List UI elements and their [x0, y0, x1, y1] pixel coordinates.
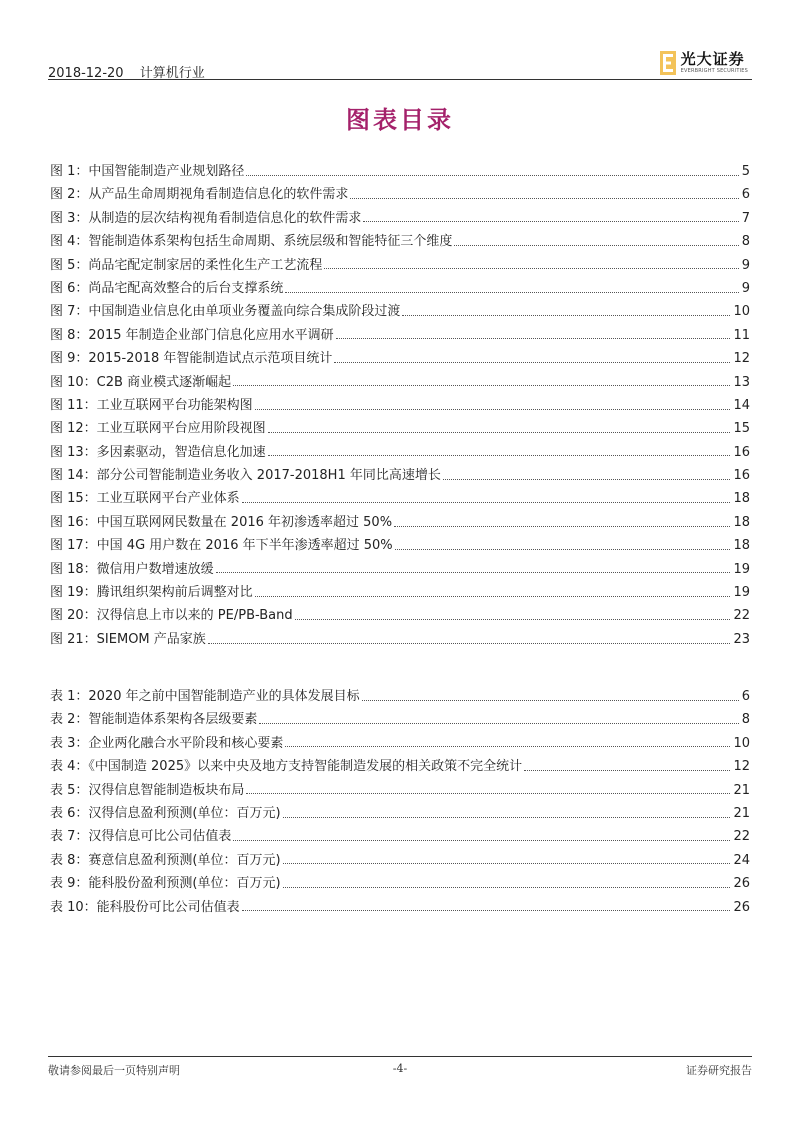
figure-toc-entry-label[interactable]: 图 4：智能制造体系架构包括生命周期、系统层级和智能特征三个维度 [50, 234, 453, 250]
table-toc-entry-page[interactable]: 6 [741, 689, 750, 704]
dot-leader [350, 197, 738, 199]
figure-toc-entry-label[interactable]: 图 14：部分公司智能制造业务收入 2017-2018H1 年同比高速增长 [50, 468, 441, 484]
logo-mark-icon [660, 51, 676, 75]
company-logo [660, 50, 748, 76]
figure-toc-entry-page[interactable]: 5 [741, 164, 750, 179]
figure-toc-entry-page[interactable]: 9 [741, 280, 750, 296]
figure-toc-entry-label[interactable]: 图 3：从制造的层次结构视角看制造信息化的软件需求 [50, 210, 362, 226]
figure-toc-entry-page[interactable]: 12 [733, 351, 750, 367]
dot-leader [334, 361, 730, 363]
page-number: -4- [392, 1062, 408, 1075]
figure-toc-entry-label[interactable]: 图 7：中国制造业信息化由单项业务覆盖向综合集成阶段过渡 [50, 304, 401, 320]
figure-toc-entry-page[interactable]: 16 [733, 468, 750, 484]
table-toc-list [50, 685, 750, 919]
report-date: 2018-12-20 [48, 66, 124, 81]
figure-toc-entry[interactable] [50, 371, 750, 394]
figure-toc-entry-page[interactable]: 11 [733, 327, 750, 343]
figure-toc-entry-page[interactable]: 9 [741, 257, 750, 273]
table-toc-entry-page[interactable]: 26 [733, 899, 750, 915]
dot-leader [283, 886, 731, 888]
header-divider [48, 79, 752, 80]
figure-toc-entry[interactable] [50, 604, 750, 627]
figure-toc-entry-label[interactable]: 图 2：从产品生命周期视角看制造信息化的软件需求 [50, 187, 349, 203]
footer-divider [48, 1056, 752, 1057]
table-toc-entry[interactable] [50, 779, 750, 802]
figure-toc-entry[interactable] [50, 394, 750, 417]
table-toc-entry-label[interactable]: 表 3：企业两化融合水平阶段和核心要素 [50, 735, 284, 751]
dot-leader [283, 862, 731, 864]
dot-leader [268, 454, 731, 456]
figure-toc-entry-label[interactable]: 图 11：工业互联网平台功能架构图 [50, 397, 253, 413]
table-toc-entry[interactable] [50, 896, 750, 919]
dot-leader [268, 431, 731, 433]
figure-toc-entry-label[interactable]: 图 19：腾讯组织架构前后调整对比 [50, 585, 253, 601]
figure-toc-entry-page[interactable]: 22 [733, 608, 750, 624]
figure-toc-entry-page[interactable]: 18 [733, 514, 750, 530]
table-toc-entry[interactable] [50, 872, 750, 895]
figure-toc-entry-label[interactable]: 图 6：尚品宅配高效整合的后台支撑系统 [50, 280, 284, 296]
dot-leader [285, 745, 730, 747]
table-toc-entry[interactable] [50, 802, 750, 825]
table-toc-entry[interactable] [50, 825, 750, 848]
dot-leader [216, 571, 731, 573]
dot-leader [362, 699, 739, 701]
figure-toc-entry[interactable] [50, 230, 750, 253]
table-toc-entry[interactable] [50, 755, 750, 778]
dot-leader [336, 337, 731, 339]
figure-toc-entry-label[interactable]: 图 1：中国智能制造产业规划路径 [50, 164, 245, 179]
table-toc-entry-label[interactable]: 表 5：汉得信息智能制造板块布局 [50, 782, 245, 798]
figure-toc-entry[interactable] [50, 464, 750, 487]
dot-leader [255, 408, 731, 410]
table-toc-entry[interactable] [50, 849, 750, 872]
dot-leader [443, 478, 731, 480]
logo-english-name: EVERBRIGHT SECURITIES [680, 68, 748, 74]
table-toc-entry-page[interactable]: 10 [733, 735, 750, 751]
report-industry: 计算机行业 [139, 66, 205, 81]
figure-toc-entry[interactable] [50, 347, 750, 370]
figure-toc-entry-label[interactable]: 图 21：SIEMOM 产品家族 [50, 631, 206, 647]
figure-toc-list [50, 160, 750, 651]
figure-toc-entry[interactable] [50, 581, 750, 604]
dot-leader [295, 618, 731, 620]
table-toc-entry-label[interactable]: 表 10：能科股份可比公司估值表 [50, 899, 240, 915]
figure-toc-entry-label[interactable]: 图 17：中国 4G 用户数在 2016 年下半年渗透率超过 50% [50, 538, 393, 554]
figure-toc-entry[interactable] [50, 441, 750, 464]
table-toc-entry-page[interactable]: 21 [733, 805, 750, 821]
figure-toc-entry-page[interactable]: 7 [741, 210, 750, 226]
figure-toc-entry-label[interactable]: 图 8：2015 年制造企业部门信息化应用水平调研 [50, 327, 334, 343]
figure-toc-entry[interactable] [50, 511, 750, 534]
table-toc-entry-page[interactable]: 22 [733, 829, 750, 845]
table-toc-entry-page[interactable]: 21 [733, 782, 750, 798]
figure-toc-entry[interactable] [50, 207, 750, 230]
footer-disclaimer: 敬请参阅最后一页特别声明 [48, 1064, 180, 1077]
table-toc-entry-label[interactable]: 表 2：智能制造体系架构各层级要素 [50, 712, 258, 728]
figure-toc-entry-label[interactable]: 图 10：C2B 商业模式逐渐崛起 [50, 374, 232, 390]
dot-leader [394, 525, 730, 527]
table-toc-entry-label[interactable]: 表 8：赛意信息盈利预测(单位：百万元) [50, 852, 281, 868]
page-header [48, 50, 752, 81]
dot-leader [255, 595, 731, 597]
dot-leader [242, 501, 731, 503]
table-toc-entry-page[interactable]: 12 [733, 759, 750, 775]
dot-leader [242, 909, 731, 911]
figure-toc-entry[interactable] [50, 277, 750, 300]
figure-toc-entry-page[interactable]: 14 [733, 397, 750, 413]
figure-toc-entry[interactable] [50, 558, 750, 581]
figure-toc-entry-page[interactable]: 23 [733, 631, 750, 647]
figure-toc-entry-page[interactable]: 18 [733, 491, 750, 507]
table-toc-entry-label[interactable]: 表 4：《中国制造 2025》以来中央及地方支持智能制造发展的相关政策不完全统计 [50, 759, 523, 775]
figure-toc-entry[interactable] [50, 487, 750, 510]
figure-toc-entry-page[interactable]: 13 [733, 374, 750, 390]
dot-leader [283, 816, 731, 818]
dot-leader [402, 314, 730, 316]
figure-toc-entry-label[interactable]: 图 13：多因素驱动，智造信息化加速 [50, 444, 266, 460]
table-toc-entry[interactable] [50, 685, 750, 708]
figure-toc-entry-page[interactable]: 19 [733, 585, 750, 601]
footer-report-type: 证券研究报告 [686, 1064, 752, 1077]
dot-leader [233, 384, 730, 386]
table-toc-entry-label[interactable]: 表 1：2020 年之前中国智能制造产业的具体发展目标 [50, 689, 360, 704]
table-toc-entry-label[interactable]: 表 9：能科股份盈利预测(单位：百万元) [50, 876, 281, 892]
dot-leader [246, 174, 738, 176]
figure-toc-entry-label[interactable]: 图 20：汉得信息上市以来的 PE/PB-Band [50, 608, 293, 624]
table-toc-entry-page[interactable]: 26 [733, 876, 750, 892]
figure-toc-entry-page[interactable]: 10 [733, 304, 750, 320]
table-toc-entry-page[interactable]: 8 [741, 712, 750, 728]
figure-toc-entry-label[interactable]: 图 16：中国互联网网民数量在 2016 年初渗透率超过 50% [50, 514, 393, 530]
figure-toc-entry-page[interactable]: 15 [733, 421, 750, 437]
figure-toc-entry-page[interactable]: 8 [741, 234, 750, 250]
logo-chinese-name: 光大证券 [680, 50, 745, 68]
figure-toc-entry[interactable] [50, 254, 750, 277]
dot-leader [233, 839, 730, 841]
figure-toc-entry-label[interactable]: 图 9：2015-2018 年智能制造试点示范项目统计 [50, 351, 333, 367]
figure-toc-entry[interactable] [50, 160, 750, 183]
figure-toc-entry-label[interactable]: 图 18：微信用户数增速放缓 [50, 561, 214, 577]
figure-toc-entry[interactable] [50, 534, 750, 557]
figure-toc-entry[interactable] [50, 183, 750, 206]
figure-toc-entry-page[interactable]: 6 [741, 187, 750, 203]
figure-toc-entry-page[interactable]: 16 [733, 444, 750, 460]
table-toc-entry-page[interactable]: 24 [733, 852, 750, 868]
figure-toc-entry[interactable] [50, 628, 750, 651]
page-title: 图表目录 [346, 105, 454, 134]
dot-leader [324, 267, 738, 269]
table-toc-entry[interactable] [50, 732, 750, 755]
dot-leader [246, 792, 730, 794]
figure-toc-entry[interactable] [50, 300, 750, 323]
figure-toc-entry-label[interactable]: 图 5：尚品宅配定制家居的柔性化生产工艺流程 [50, 257, 323, 273]
dot-leader [259, 722, 738, 724]
table-toc-entry[interactable] [50, 708, 750, 731]
page-footer [48, 1062, 752, 1078]
figure-toc-entry-page[interactable]: 18 [733, 538, 750, 554]
dot-leader [454, 244, 738, 246]
table-toc-entry-label[interactable]: 表 6：汉得信息盈利预测(单位：百万元) [50, 805, 281, 821]
figure-toc-entry[interactable] [50, 417, 750, 440]
figure-toc-entry[interactable] [50, 324, 750, 347]
figure-toc-entry-label[interactable]: 图 15：工业互联网平台产业体系 [50, 491, 240, 507]
dot-leader [395, 548, 731, 550]
table-toc-entry-label[interactable]: 表 7：汉得信息可比公司估值表 [50, 829, 232, 845]
dot-leader [524, 769, 730, 771]
figure-toc-entry-page[interactable]: 19 [733, 561, 750, 577]
dot-leader [285, 291, 738, 293]
figure-toc-entry-label[interactable]: 图 12：工业互联网平台应用阶段视图 [50, 421, 266, 437]
dot-leader [208, 642, 731, 644]
dot-leader [363, 220, 738, 222]
